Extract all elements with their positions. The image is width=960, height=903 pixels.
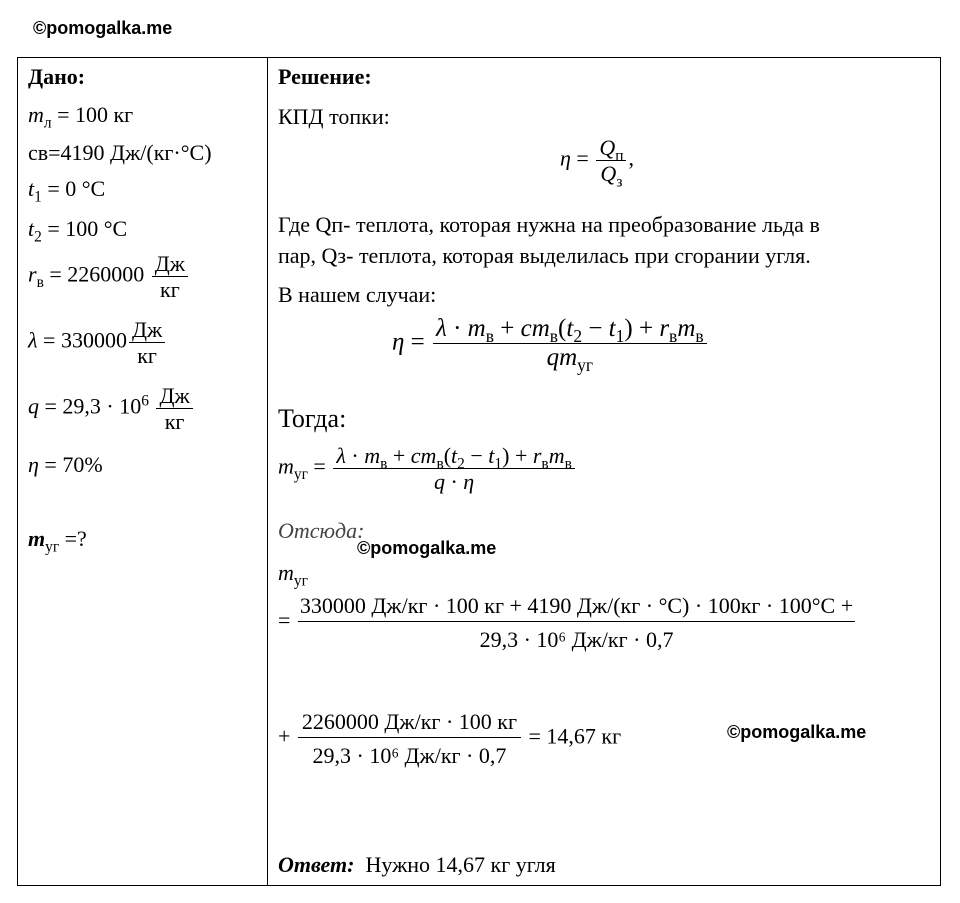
column-divider [267, 57, 268, 886]
given-lambda: λ = 330000 $\frac{Дж}{кг}$ [28, 318, 167, 367]
unit-fraction: $\frac{Дж}{кг}$ [152, 252, 188, 301]
given-eta: η = 70% [28, 452, 103, 477]
hence-label: Отсюда: [278, 518, 365, 543]
calc-numerator-1: 330000 Дж/кг · 100 кг + 4190 Дж/(кг · °C) · 100кг · 100°C + [298, 594, 855, 622]
watermark-top: ©pomogalka.me [33, 18, 173, 38]
unit-fraction: $\frac{Дж}{кг}$ [156, 384, 192, 433]
calc-numerator-2: 2260000 Дж/кг · 100 кг [298, 710, 521, 738]
our-case-label: В нашем случаи: [278, 282, 437, 307]
kpd-label: КПД топки: [278, 104, 390, 129]
calculation-line-1: = $\frac{330000 Дж/кг \cdot 100 кг + 4190 Дж/(кг \cdot ^\circ C) \cdot 100кг \cdot 100^\circ C +}{\text{29,3 · 10⁶ Дж/кг · 0,7}}$ [278, 593, 854, 653]
given-r-v: $r_в = 2260000$ $\frac{Дж}{кг}$ [28, 252, 190, 301]
answer-label: Ответ: [278, 852, 355, 877]
given-t2: $t_2 = 100$ °C [28, 216, 128, 246]
calc-denominator-2: 29,3 · 10⁶ Дж/кг · 0,7 [312, 743, 507, 769]
answer [278, 852, 556, 878]
explanation-line-1: Где Qп- теплота, которая нужна на преобразование льда в [278, 212, 820, 237]
then-label: Тогда: [278, 404, 347, 433]
given-header: Дано: [28, 64, 86, 89]
watermark-right: ©pomogalka.me [727, 722, 867, 742]
calculation-line-2: + $\frac{2260000 Дж/кг \cdot 100 кг}{\text{29,3 · 10⁶ Дж/кг · 0,7}}$ = 14,67 кг [278, 709, 622, 769]
efficiency-formula: η = $\frac{Q_п}{Q_з}$ , [560, 135, 634, 191]
given-t1: $t_1 = 0$ °C [28, 176, 106, 206]
result-value: = 14,67 кг [528, 723, 622, 749]
given-q: $q = 29,3 \cdot 10^6$ $\frac{Дж}{кг}$ [28, 384, 195, 433]
unit-fraction: $\frac{Дж}{кг}$ [129, 318, 165, 367]
full-efficiency-formula: η = $\frac{\lambda \cdot m_в + cm_в(t_2 - t_1) + r_вm_в}{qm_{уг}}$ [392, 316, 709, 372]
mass-formula: $m_{уг}$ = $\frac{\lambda \cdot m_в + cm_в(t_2 - t_1) + r_вm_в}{q \cdot \eta}$ [278, 444, 577, 493]
mass-symbol: $m_{уг}$ [278, 560, 308, 590]
solution-header: Решение: [278, 64, 372, 89]
given-unknown: $m_{уг}$ =? [28, 526, 87, 556]
given-mass-ice: $m_л = 100$ кг [28, 102, 134, 132]
calc-denominator-1: 29,3 · 10⁶ Дж/кг · 0,7 [479, 627, 674, 653]
given-heat-capacity: cв=4190 Дж/(кг·°С) [28, 140, 212, 165]
answer-text: Нужно 14,67 кг угля [365, 852, 556, 877]
watermark-middle: ©pomogalka.me [357, 538, 497, 558]
explanation-line-2: пар, Qз- теплота, которая выделилась при сгорании угля. [278, 243, 811, 268]
